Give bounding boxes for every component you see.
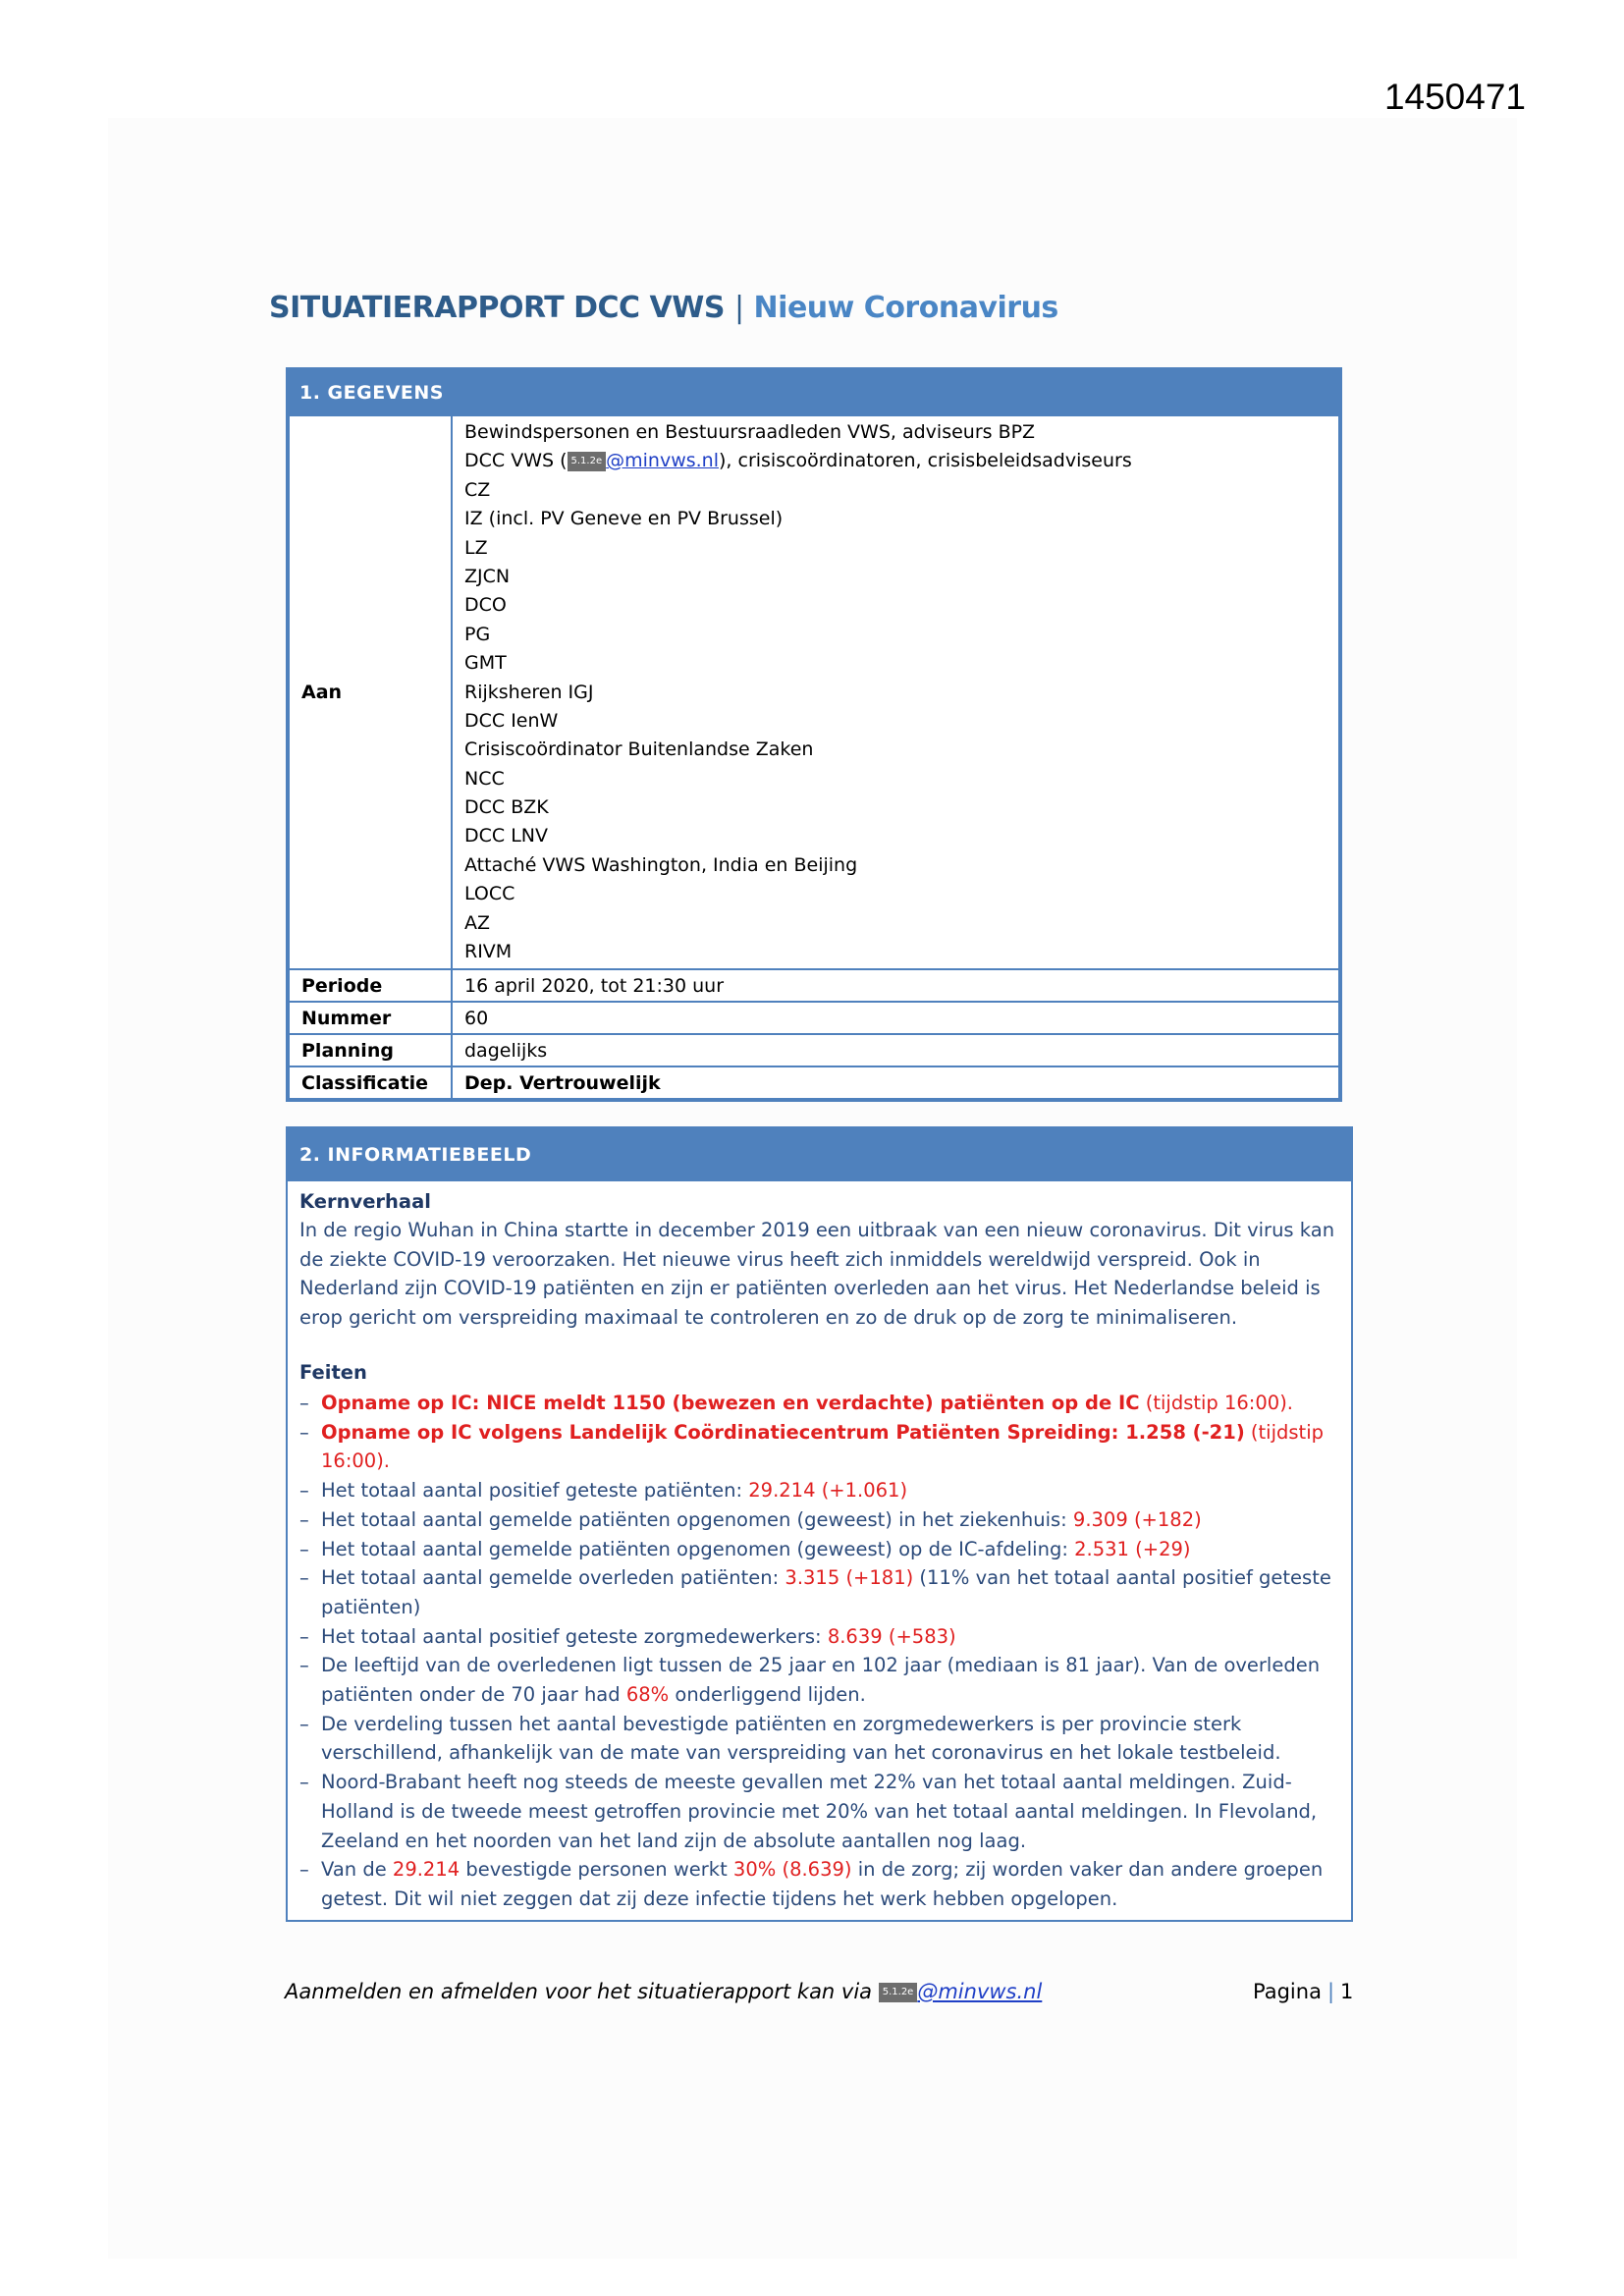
fact-value: 9.309 (+182) xyxy=(1072,1507,1202,1531)
list-item xyxy=(299,1622,1339,1652)
table-row xyxy=(289,1034,1339,1066)
page-label: Pagina xyxy=(1253,1980,1322,2003)
fact-ic-lcps: Opname op IC volgens Landelijk Coördinatiecentrum Patiënten Spreiding: 1.258 (-21) xyxy=(321,1420,1245,1444)
redaction-mark: 5.1.2e xyxy=(568,452,607,471)
recipient-item: LZ xyxy=(464,536,488,559)
fact-text: Het totaal aantal gemelde patiënten opgenomen (geweest) op de IC-afdeling: xyxy=(321,1537,1075,1560)
informatiebeeld-heading: 2. INFORMATIEBEELD xyxy=(288,1128,1351,1181)
recipient-item: Rijksheren IGJ xyxy=(464,681,594,703)
recipient-item: DCC IenW xyxy=(464,709,559,732)
fact-text: Het totaal aantal gemelde patiënten opgenomen (geweest) in het ziekenhuis: xyxy=(321,1507,1073,1531)
classificatie-label: Classificatie xyxy=(289,1066,452,1099)
recipient-item: DCC VWS ( 5.1.2e @minvws.nl), crisiscoördinatoren, crisisbeleidsadviseurs xyxy=(464,450,1132,472)
fact-ic-nice: Opname op IC: NICE meldt 1150 (bewezen en verdachte) patiënten op de IC xyxy=(321,1392,1140,1414)
fact-text: Het totaal aantal positief geteste zorgmedewerkers: xyxy=(321,1624,828,1648)
recipient-item: LOCC xyxy=(464,883,515,905)
fact-text: De leeftijd van de overledenen ligt tussen de 25 jaar en 102 jaar (mediaan is 81 jaar). Van de overleden patiënten onder de 70 jaar had xyxy=(321,1654,1321,1707)
fact-text: in de zorg; zij worden vaker dan andere groepen getest. Dit wil niet zeggen dat zij deze infectie tijdens het werk hebben opgelopen. xyxy=(321,1858,1324,1910)
document-id: 1450471 xyxy=(1383,77,1526,117)
planning-value: dagelijks xyxy=(452,1034,1339,1066)
recipient-label: DCC VWS xyxy=(464,450,555,472)
gegevens-section xyxy=(286,367,1342,1102)
list-item xyxy=(299,1768,1339,1855)
table-row xyxy=(289,1002,1339,1034)
kernverhaal-text: In de regio Wuhan in China startte in december 2019 een uitbraak van een nieuw coronavirus. Dit virus kan de ziekte COVID-19 veroorzaken. Het nieuwe virus heeft zich inmiddels wereldwijd verspreid. Ook in Nederland zijn COVID-19 patiënten en zijn er patiënten overleden aan het virus. Het Nederlandse beleid is erop gericht om verspreiding maximaal te controleren en zo de druk op de zorg te minimaliseren. xyxy=(299,1219,1335,1329)
fact-text: bevestigde personen werkt xyxy=(460,1858,733,1882)
list-item xyxy=(299,1651,1339,1709)
informatiebeeld-body xyxy=(288,1181,1351,1920)
recipient-item: IZ (incl. PV Geneve en PV Brussel) xyxy=(464,508,784,530)
recipient-item: CZ xyxy=(464,478,491,501)
fact-text: Het totaal aantal gemelde overleden patiënten: xyxy=(321,1566,785,1590)
footer-text xyxy=(285,1980,1042,2003)
fact-text: (11% van het totaal aantal positief geteste patiënten) xyxy=(321,1566,1331,1618)
fact-value: 2.531 (+29) xyxy=(1074,1537,1191,1560)
list-item xyxy=(299,1389,1339,1418)
gegevens-table xyxy=(288,416,1340,1100)
periode-label: Periode xyxy=(289,969,452,1002)
table-row xyxy=(289,1066,1339,1099)
informatiebeeld-section xyxy=(286,1126,1353,1922)
title-main: SITUATIERAPPORT DCC VWS xyxy=(269,291,725,325)
table-row xyxy=(289,969,1339,1002)
recipient-item: NCC xyxy=(464,767,505,790)
fact-text: Van de xyxy=(321,1858,393,1882)
list-item xyxy=(299,1563,1339,1621)
aan-list xyxy=(452,416,1339,969)
fact-text: onderliggend lijden. xyxy=(669,1683,866,1707)
page-number-value: 1 xyxy=(1340,1980,1354,2003)
recipient-item: DCO xyxy=(464,594,507,617)
classificatie-value: Dep. Vertrouwelijk xyxy=(452,1066,1339,1099)
dcc-email-link[interactable]: @minvws.nl xyxy=(606,450,719,472)
recipient-item: AZ xyxy=(464,911,491,934)
feiten-heading: Feiten xyxy=(299,1361,367,1384)
recipient-detail: ), crisiscoördinatoren, crisisbeleidsadviseurs xyxy=(719,450,1132,472)
recipient-item: Crisiscoördinator Buitenlandse Zaken xyxy=(464,738,814,761)
recipient-item: DCC BZK xyxy=(464,796,549,819)
kernverhaal-heading: Kernverhaal xyxy=(299,1190,431,1213)
list-item xyxy=(299,1418,1339,1476)
page-separator: | xyxy=(1326,1980,1335,2003)
planning-label: Planning xyxy=(289,1034,452,1066)
feiten-list xyxy=(299,1389,1339,1914)
gegevens-heading: 1. GEGEVENS xyxy=(288,369,1340,416)
list-item xyxy=(299,1535,1339,1564)
fact-value: 30% (8.639) xyxy=(732,1858,852,1882)
list-item xyxy=(299,1505,1339,1535)
title-separator: | xyxy=(733,291,744,325)
fact-value: 8.639 (+583) xyxy=(827,1624,956,1648)
footer-label: Aanmelden en afmelden voor het situatierapport kan via xyxy=(285,1980,879,2003)
recipient-item: RIVM xyxy=(464,941,513,963)
fact-ic-nice-time: (tijdstip 16:00). xyxy=(1139,1392,1293,1414)
fact-value: 29.214 xyxy=(392,1858,460,1882)
recipient-item: GMT xyxy=(464,652,507,675)
fact-text: Noord-Brabant heeft nog steeds de meeste gevallen met 22% van het totaal aantal meldingen. Zuid-Holland is de tweede meest getroffen provincie met 20% van het totaal aantal meldingen. In Flevoland, Zeeland en het noorden van het land zijn de absolute aantallen nog laag. xyxy=(321,1771,1318,1852)
list-item xyxy=(299,1855,1339,1913)
fact-text: Het totaal aantal positief geteste patiënten: xyxy=(321,1479,749,1503)
fact-value: 3.315 (+181) xyxy=(785,1566,914,1590)
page-number xyxy=(1253,1980,1353,2003)
title-sub: Nieuw Coronavirus xyxy=(753,291,1058,325)
periode-value: 16 april 2020, tot 21:30 uur xyxy=(452,969,1339,1002)
fact-ic-lcps-time: (tijdstip 16:00). xyxy=(321,1420,1325,1473)
list-item xyxy=(299,1710,1339,1768)
fact-value: 68% xyxy=(625,1683,670,1707)
page-title xyxy=(269,291,1058,325)
recipient-item: DCC LNV xyxy=(464,825,548,847)
list-item xyxy=(299,1476,1339,1505)
table-row xyxy=(289,416,1339,969)
aan-label: Aan xyxy=(289,416,452,969)
recipient-item: PG xyxy=(464,623,491,645)
recipient-item: Bewindspersonen en Bestuursraadleden VWS, adviseurs BPZ xyxy=(464,421,1036,443)
footer-email-link[interactable]: @minvws.nl xyxy=(917,1980,1043,2003)
nummer-value: 60 xyxy=(452,1002,1339,1034)
nummer-label: Nummer xyxy=(289,1002,452,1034)
fact-text: De verdeling tussen het aantal bevestigde patiënten en zorgmedewerkers is per provincie sterk verschillend, afhankelijk van de mate van verspreiding van het coronavirus en het lokale testbeleid. xyxy=(321,1712,1281,1765)
redaction-mark: 5.1.2e xyxy=(879,1983,918,2002)
recipient-item: Attaché VWS Washington, India en Beijing xyxy=(464,853,858,876)
fact-value: 29.214 (+1.061) xyxy=(748,1479,908,1503)
recipient-item: ZJCN xyxy=(464,565,511,587)
